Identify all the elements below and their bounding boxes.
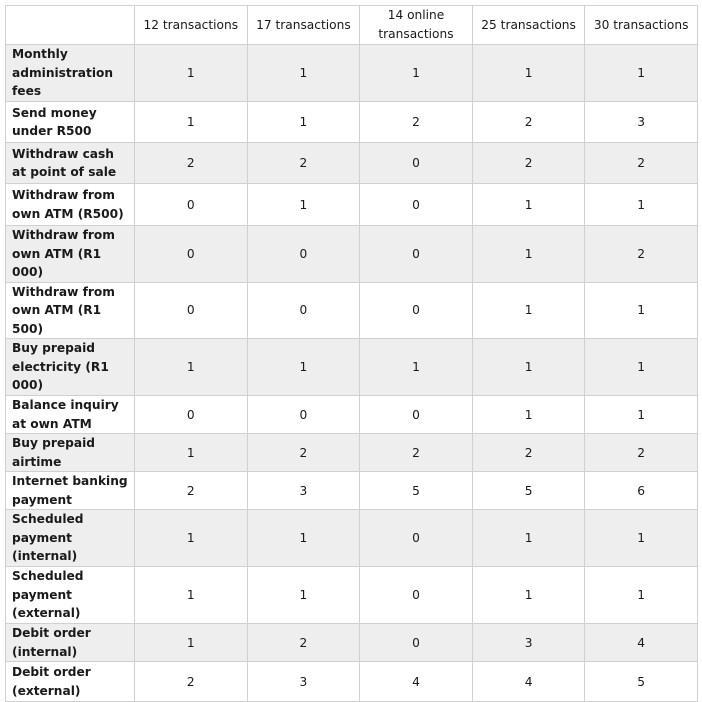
table-cell: 0 bbox=[360, 143, 473, 184]
table-row bbox=[6, 282, 698, 339]
table-cell: 5 bbox=[585, 662, 698, 702]
row-label: Buy prepaid electricity (R1 000) bbox=[6, 339, 135, 396]
table-cell: 1 bbox=[135, 434, 248, 472]
table-cell: 0 bbox=[360, 282, 473, 339]
table-row bbox=[6, 226, 698, 283]
table-cell: 1 bbox=[472, 282, 585, 339]
row-label: Debit order (internal) bbox=[6, 624, 135, 662]
table-cell: 1 bbox=[585, 282, 698, 339]
column-header bbox=[472, 6, 585, 45]
table-cell: 3 bbox=[585, 102, 698, 143]
table-cell: 1 bbox=[360, 45, 473, 102]
table-cell: 1 bbox=[360, 339, 473, 396]
table-cell: 1 bbox=[135, 102, 248, 143]
row-label: Send money under R500 bbox=[6, 102, 135, 143]
table-cell: 4 bbox=[360, 662, 473, 702]
row-label: Internet banking payment bbox=[6, 472, 135, 510]
row-label: Withdraw from own ATM (R500) bbox=[6, 184, 135, 226]
column-header bbox=[135, 6, 248, 45]
column-header bbox=[247, 6, 360, 45]
table-row bbox=[6, 102, 698, 143]
row-label: Balance inquiry at own ATM bbox=[6, 396, 135, 434]
table-row bbox=[6, 339, 698, 396]
table-cell: 1 bbox=[247, 339, 360, 396]
table-cell: 1 bbox=[247, 567, 360, 624]
row-label: Monthly administration fees bbox=[6, 45, 135, 102]
table-cell: 2 bbox=[360, 102, 473, 143]
table-cell: 0 bbox=[360, 226, 473, 283]
table-cell: 5 bbox=[472, 472, 585, 510]
table-row bbox=[6, 567, 698, 624]
row-label: Withdraw from own ATM (R1 500) bbox=[6, 282, 135, 339]
table-cell: 2 bbox=[472, 102, 585, 143]
table-cell: 1 bbox=[585, 567, 698, 624]
table-cell: 6 bbox=[585, 472, 698, 510]
table-cell: 2 bbox=[135, 662, 248, 702]
table-cell: 1 bbox=[135, 45, 248, 102]
table-cell: 0 bbox=[247, 396, 360, 434]
table-cell: 0 bbox=[247, 226, 360, 283]
table-row bbox=[6, 624, 698, 662]
table-cell: 0 bbox=[360, 396, 473, 434]
column-header-label: 25 transactions bbox=[481, 17, 576, 32]
table-row bbox=[6, 143, 698, 184]
table-cell: 1 bbox=[585, 396, 698, 434]
column-header-label: 14 online transactions bbox=[378, 8, 454, 41]
table-cell: 1 bbox=[247, 510, 360, 567]
table-row bbox=[6, 510, 698, 567]
table-cell: 0 bbox=[135, 282, 248, 339]
column-header bbox=[585, 6, 698, 45]
table-cell: 1 bbox=[135, 339, 248, 396]
table-cell: 1 bbox=[472, 339, 585, 396]
table-cell: 1 bbox=[135, 510, 248, 567]
table-cell: 0 bbox=[360, 567, 473, 624]
column-header-label: 30 transactions bbox=[593, 17, 689, 32]
row-label: Withdraw cash at point of sale bbox=[6, 143, 135, 184]
row-label: Withdraw from own ATM (R1 000) bbox=[6, 226, 135, 283]
table-cell: 0 bbox=[360, 510, 473, 567]
column-header-label: 12 transactions bbox=[143, 17, 239, 32]
table-cell: 2 bbox=[135, 472, 248, 510]
table-cell: 0 bbox=[360, 624, 473, 662]
table-cell: 1 bbox=[472, 510, 585, 567]
table-cell: 2 bbox=[247, 143, 360, 184]
table-cell: 3 bbox=[247, 662, 360, 702]
table-row bbox=[6, 184, 698, 226]
table-cell: 1 bbox=[472, 184, 585, 226]
row-label: Buy prepaid airtime bbox=[6, 434, 135, 472]
table-cell: 2 bbox=[585, 226, 698, 283]
table-row bbox=[6, 396, 698, 434]
table-cell: 0 bbox=[135, 184, 248, 226]
table-row bbox=[6, 434, 698, 472]
table-cell: 2 bbox=[585, 143, 698, 184]
table-cell: 1 bbox=[585, 45, 698, 102]
table-cell: 2 bbox=[135, 143, 248, 184]
column-header-label: 17 transactions bbox=[256, 17, 351, 32]
table-cell: 3 bbox=[472, 624, 585, 662]
table-cell: 1 bbox=[135, 624, 248, 662]
table-cell: 0 bbox=[247, 282, 360, 339]
table-cell: 1 bbox=[247, 45, 360, 102]
table-cell: 1 bbox=[247, 184, 360, 226]
table-cell: 0 bbox=[135, 396, 248, 434]
table-cell: 1 bbox=[472, 396, 585, 434]
table-cell: 1 bbox=[472, 45, 585, 102]
table-cell: 1 bbox=[585, 184, 698, 226]
table-cell: 3 bbox=[247, 472, 360, 510]
column-header bbox=[360, 6, 473, 45]
table-cell: 4 bbox=[472, 662, 585, 702]
row-label: Scheduled payment (external) bbox=[6, 567, 135, 624]
row-label: Debit order (external) bbox=[6, 662, 135, 702]
table-cell: 4 bbox=[585, 624, 698, 662]
table-cell: 2 bbox=[247, 624, 360, 662]
row-label: Scheduled payment (internal) bbox=[6, 510, 135, 567]
table-cell: 2 bbox=[472, 434, 585, 472]
table-cell: 0 bbox=[360, 184, 473, 226]
table-cell: 1 bbox=[472, 226, 585, 283]
table-cell: 2 bbox=[585, 434, 698, 472]
table-cell: 1 bbox=[585, 339, 698, 396]
table-cell: 1 bbox=[247, 102, 360, 143]
table-cell: 1 bbox=[472, 567, 585, 624]
table-cell: 2 bbox=[247, 434, 360, 472]
transactions-table bbox=[5, 5, 698, 702]
table-cell: 1 bbox=[135, 567, 248, 624]
table-row bbox=[6, 472, 698, 510]
table-cell: 5 bbox=[360, 472, 473, 510]
header-row bbox=[6, 6, 698, 45]
table-row bbox=[6, 45, 698, 102]
table-cell: 0 bbox=[135, 226, 248, 283]
table-cell: 2 bbox=[360, 434, 473, 472]
table-cell: 2 bbox=[472, 143, 585, 184]
corner-cell bbox=[6, 6, 135, 45]
table-cell: 1 bbox=[585, 510, 698, 567]
